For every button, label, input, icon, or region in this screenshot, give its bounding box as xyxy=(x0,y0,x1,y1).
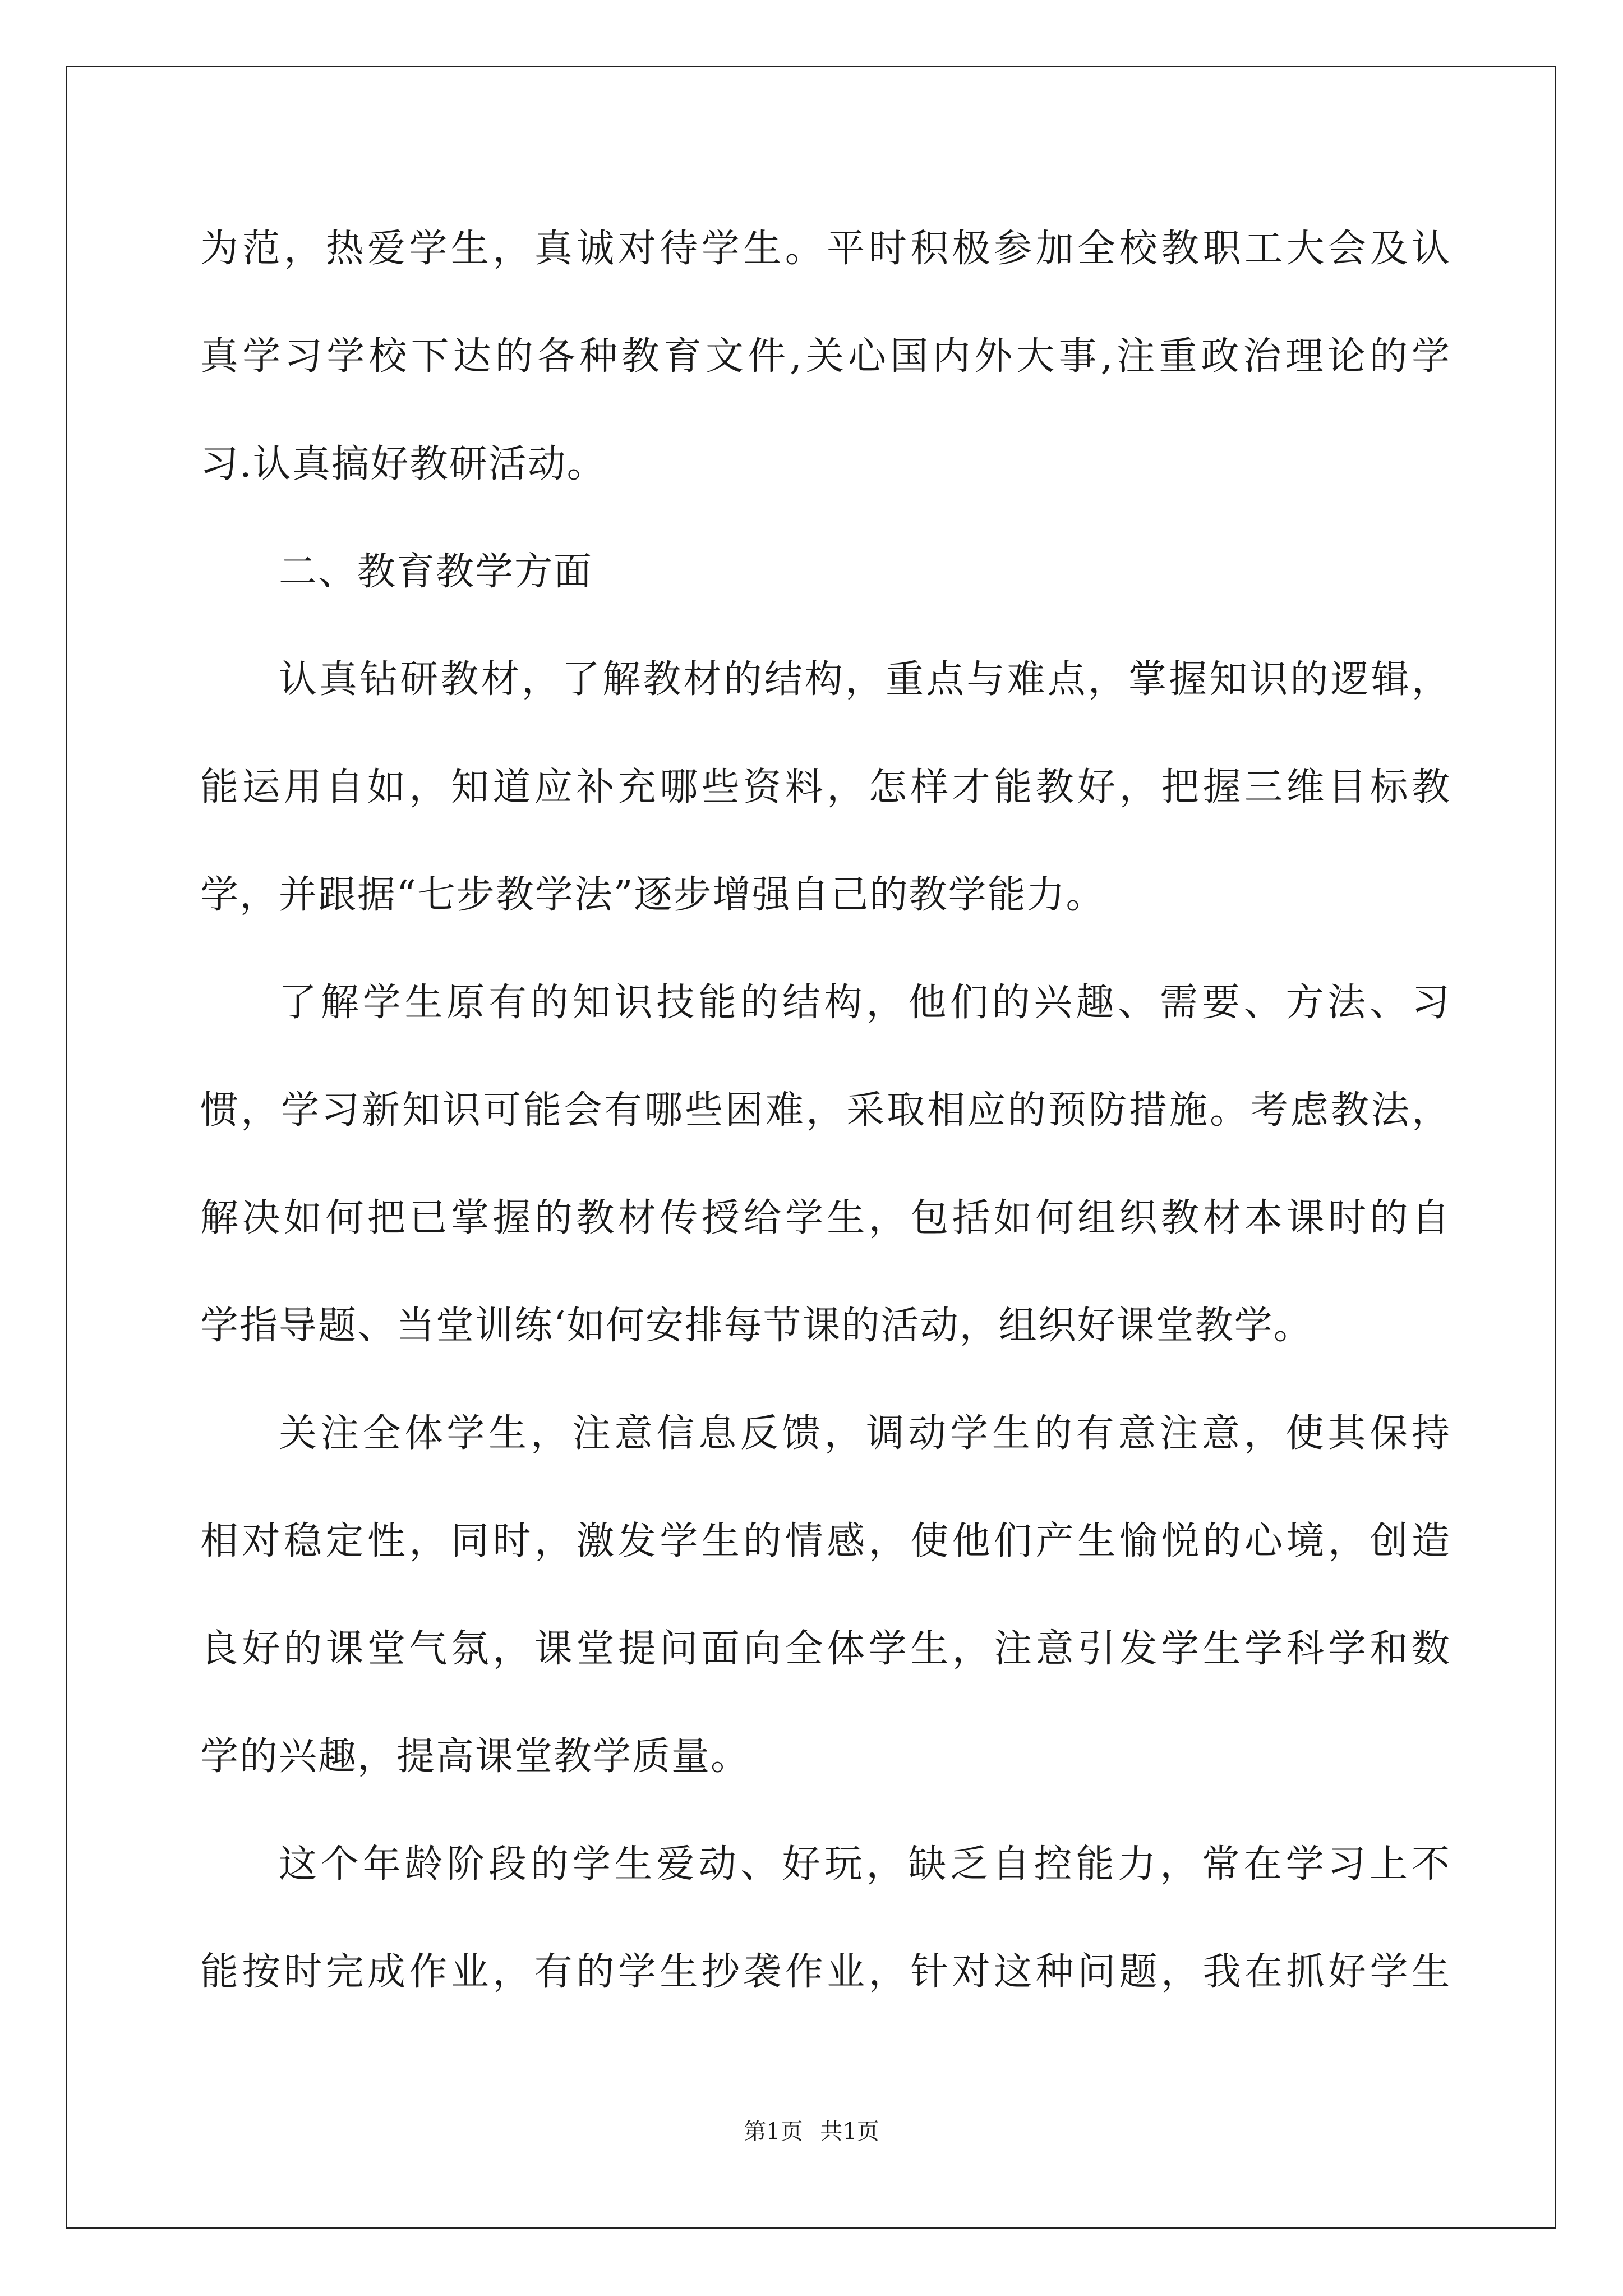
paragraph-line: 解决如何把已掌握的教材传授给学生，包括如何组织教材本课时的自 xyxy=(200,1196,1451,1240)
paragraph-line: 学指导题、当堂训练‘如何安排每节课的活动，组织好课堂教学。 xyxy=(200,1304,1313,1348)
paragraph-line: 能运用自如，知道应补充哪些资料，怎样才能教好，把握三维目标教 xyxy=(200,765,1451,809)
page-number-footer: 第1页 共1页 xyxy=(744,2119,879,2145)
paragraph-line: 习.认真搞好教研活动。 xyxy=(200,442,606,486)
paragraph-line: 真学习学校下达的各种教育文件,关心国内外大事,注重政治理论的学 xyxy=(200,334,1451,379)
paragraph-line: 相对稳定性，同时，激发学生的情感，使他们产生愉悦的心境，创造 xyxy=(200,1519,1451,1563)
paragraph-line: 学，并跟据“七步教学法”逐步增强自己的教学能力。 xyxy=(200,873,1105,917)
paragraph-line: 能按时完成作业，有的学生抄袭作业，针对这种问题，我在抓好学生 xyxy=(200,1950,1451,1994)
paragraph-line: 认真钻研教材，了解教材的结构，重点与难点，掌握知识的逻辑， xyxy=(279,657,1451,702)
paragraph-line: 了解学生原有的知识技能的结构，他们的兴趣、需要、方法、习 xyxy=(279,981,1451,1025)
paragraph-line: 为范，热爱学生，真诚对待学生。平时积极参加全校教职工大会及认 xyxy=(200,227,1451,271)
paragraph-line: 关注全体学生，注意信息反馈，调动学生的有意注意，使其保持 xyxy=(279,1411,1451,1456)
page-border xyxy=(66,66,1556,2229)
section-heading: 二、教育教学方面 xyxy=(279,550,593,594)
paragraph-line: 这个年龄阶段的学生爱动、好玩，缺乏自控能力，常在学习上不 xyxy=(279,1842,1451,1887)
paragraph-line: 学的兴趣，提高课堂教学质量。 xyxy=(200,1734,750,1779)
paragraph-line: 惯，学习新知识可能会有哪些困难，采取相应的预防措施。考虑教法， xyxy=(200,1088,1451,1133)
paragraph-line: 良好的课堂气氛，课堂提问面向全体学生，注意引发学生学科学和数 xyxy=(200,1627,1451,1671)
